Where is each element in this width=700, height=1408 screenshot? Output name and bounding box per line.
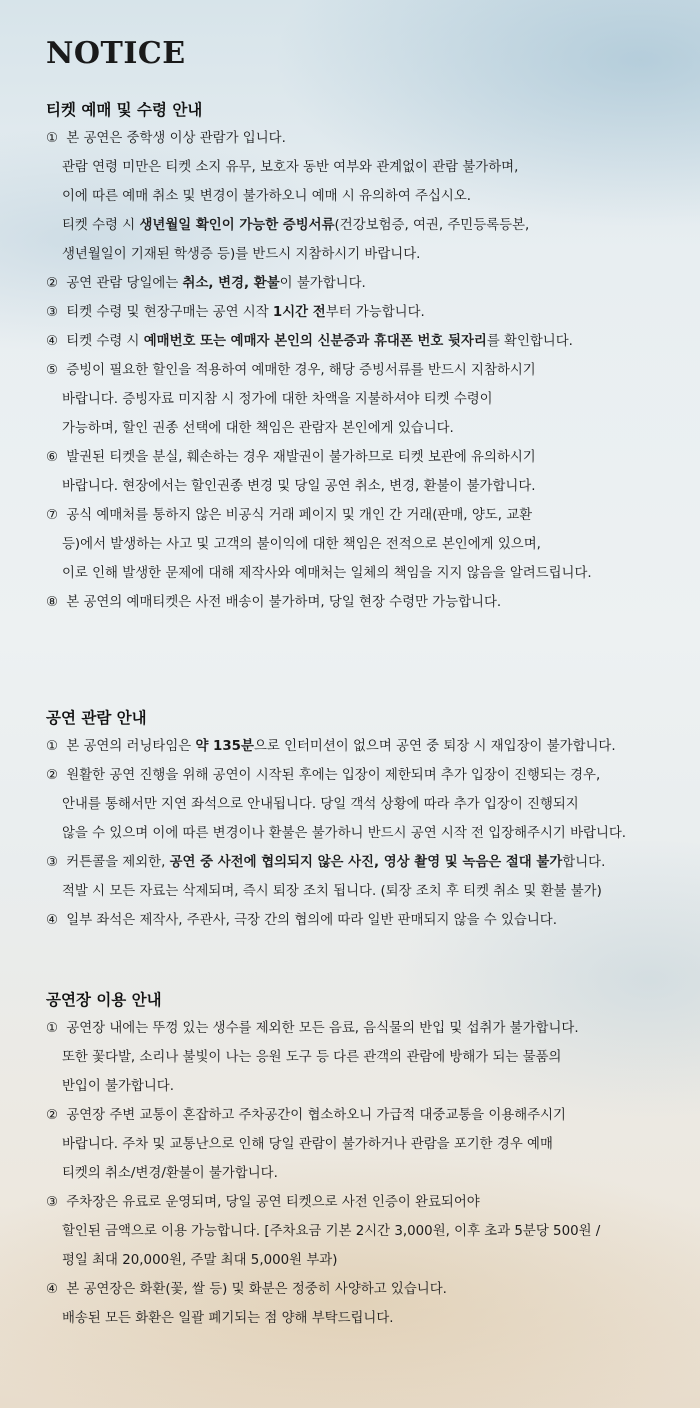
notice-line [46,790,686,819]
notice-item [46,1188,686,1275]
notice-line [46,1014,686,1043]
notice-line [46,732,686,761]
section-venue-usage [46,986,686,1333]
notice-line [46,1275,686,1304]
item-number: ② [46,276,59,291]
notice-text: 생년월일이 기재된 학생증 등)를 반드시 지참하시기 바랍니다. [62,247,421,262]
notice-line [46,761,686,790]
notice-item [46,1101,686,1188]
notice-text: 공연장 주변 교통이 혼잡하고 주차공간이 협소하오니 가급적 대중교통을 이용해주시기 [66,1108,566,1123]
notice-text: 할인된 금액으로 이용 가능합니다. [주차요금 기본 2시간 3,000원, 이후 초과 5분당 500원 / [62,1224,601,1239]
notice-text: 등)에서 발생하는 사고 및 고객의 불이익에 대한 책임은 전적으로 본인에게 있으며, [62,537,541,552]
notice-text: 배송된 모든 화환은 일괄 폐기되는 점 양해 부탁드립니다. [62,1311,394,1326]
notice-text: 부터 가능합니다. [325,305,425,320]
notice-line [46,414,686,443]
item-number: ② [46,768,59,783]
notice-line [46,385,686,414]
notice-item [46,732,686,761]
notice-line [46,124,686,153]
section-performance-viewing [46,704,686,935]
notice-line [46,1101,686,1130]
notice-line [46,240,686,269]
notice-text: 으로 인터미션이 없으며 공연 중 퇴장 시 재입장이 불가합니다. [253,739,616,754]
item-number: ⑤ [46,363,59,378]
notice-item [46,356,686,443]
notice-line [46,356,686,385]
notice-text: 본 공연은 중학생 이상 관람가 입니다. [66,131,286,146]
emphasis-text: 약 135분 [195,739,254,754]
item-number: ⑧ [46,595,59,610]
notice-line [46,1072,686,1101]
notice-line [46,906,686,935]
notice-line [46,211,686,240]
notice-line [46,1304,686,1333]
emphasis-text: 생년월일 확인이 가능한 증빙서류 [139,218,335,233]
notice-line [46,1130,686,1159]
item-number: ⑥ [46,450,59,465]
notice-item [46,588,686,617]
notice-line [46,269,686,298]
notice-line [46,559,686,588]
item-number: ① [46,739,59,754]
notice-item [46,848,686,906]
notice-item [46,269,686,298]
notice-text: 바랍니다. 주차 및 교통난으로 인해 당일 관람이 불가하거나 관람을 포기한 경우 예매 [62,1137,553,1152]
notice-text: 반입이 불가합니다. [62,1079,174,1094]
notice-line [46,1159,686,1188]
notice-text: 공식 예매처를 통하지 않은 비공식 거래 페이지 및 개인 간 거래(판매, 양도, 교환 [66,508,533,523]
item-number: ③ [46,1195,59,1210]
notice-item [46,443,686,501]
emphasis-text: 1시간 전 [272,305,326,320]
notice-item [46,1275,686,1333]
item-number: ④ [46,913,59,928]
notice-line [46,819,686,848]
notice-item [46,327,686,356]
notice-line [46,1188,686,1217]
item-number: ① [46,131,59,146]
notice-text: 티켓 수령 시 [66,334,144,349]
notice-text: 안내를 통해서만 지연 좌석으로 안내됩니다. 당일 객석 상황에 따라 추가 입장이 진행되지 [62,797,579,812]
notice-line [46,530,686,559]
notice-text: 주차장은 유료로 운영되며, 당일 공연 티켓으로 사전 인증이 완료되어야 [66,1195,480,1210]
notice-text: 관람 연령 미만은 티켓 소지 유무, 보호자 동반 여부와 관계없이 관람 불가하며, [62,160,519,175]
notice-line [46,298,686,327]
item-number: ① [46,1021,59,1036]
notice-text: 이로 인해 발생한 문제에 대해 제작사와 예매처는 일체의 책임을 지지 않음을 알려드립니다. [62,566,592,581]
notice-line [46,182,686,211]
notice-text: 공연장 내에는 뚜껑 있는 생수를 제외한 모든 음료, 음식물의 반입 및 섭취가 불가합니다. [66,1021,579,1036]
notice-title: NOTICE [46,36,186,71]
notice-text: 가능하며, 할인 권종 선택에 대한 책임은 관람자 본인에게 있습니다. [62,421,454,436]
notice-item [46,298,686,327]
notice-line [46,472,686,501]
notice-text: 바랍니다. 증빙자료 미지참 시 정가에 대한 차액을 지불하셔야 티켓 수령이 [62,392,493,407]
notice-item [46,761,686,848]
item-number: ⑦ [46,508,59,523]
notice-item [46,501,686,588]
notice-text: 공연 관람 당일에는 [66,276,183,291]
notice-line [46,588,686,617]
notice-line [46,1217,686,1246]
notice-text: 않을 수 있으며 이에 따른 변경이나 환불은 불가하니 반드시 공연 시작 전 입장해주시기 바랍니다. [62,826,627,841]
notice-line [46,153,686,182]
notice-text: 커튼콜을 제외한, [66,855,170,870]
notice-text: 증빙이 필요한 할인을 적용하여 예매한 경우, 해당 증빙서류를 반드시 지참하시기 [66,363,536,378]
notice-line [46,501,686,530]
item-number: ③ [46,855,59,870]
emphasis-text: 예매번호 또는 예매자 본인의 신분증과 휴대폰 번호 뒷자리 [143,334,487,349]
notice-text: 티켓의 취소/변경/환불이 불가합니다. [62,1166,278,1181]
notice-text: 또한 꽃다발, 소리나 불빛이 나는 응원 도구 등 다른 관객의 관람에 방해가 되는 물품의 [62,1050,562,1065]
emphasis-text: 취소, 변경, 환불 [182,276,280,291]
notice-text: (건강보험증, 여권, 주민등록등본, [334,218,530,233]
section-heading: 공연 관람 안내 [46,709,147,727]
notice-item [46,124,686,269]
notice-line [46,848,686,877]
notice-text: 발권된 티켓을 분실, 훼손하는 경우 재발권이 불가하므로 티켓 보관에 유의하시기 [66,450,536,465]
item-number: ② [46,1108,59,1123]
notice-text: 티켓 수령 및 현장구매는 공연 시작 [66,305,273,320]
notice-text: 바랍니다. 현장에서는 할인권종 변경 및 당일 공연 취소, 변경, 환불이 불가합니다. [62,479,536,494]
notice-text: 원활한 공연 진행을 위해 공연이 시작된 후에는 입장이 제한되며 추가 입장이 진행되는 경우, [66,768,601,783]
item-number: ④ [46,334,59,349]
notice-text: 본 공연의 예매티켓은 사전 배송이 불가하며, 당일 현장 수령만 가능합니다. [66,595,502,610]
notice-line [46,877,686,906]
section-heading: 공연장 이용 안내 [46,991,162,1009]
notice-text: 일부 좌석은 제작사, 주관사, 극장 간의 협의에 따라 일반 판매되지 않을 수 있습니다. [66,913,557,928]
notice-line [46,443,686,472]
notice-text: 평일 최대 20,000원, 주말 최대 5,000원 부과) [62,1253,338,1268]
notice-text: 이에 따른 예매 취소 및 변경이 불가하오니 예매 시 유의하여 주십시오. [62,189,472,204]
notice-text: 합니다. [562,855,606,870]
notice-item [46,1014,686,1101]
emphasis-text: 공연 중 사전에 협의되지 않은 사진, 영상 촬영 및 녹음은 절대 불가 [169,855,563,870]
section-ticket-booking [46,96,686,617]
notice-text: 본 공연장은 화환(꽃, 쌀 등) 및 화분은 정중히 사양하고 있습니다. [66,1282,447,1297]
notice-text: 티켓 수령 시 [62,218,140,233]
item-number: ③ [46,305,59,320]
notice-text: 를 확인합니다. [486,334,573,349]
section-heading: 티켓 예매 및 수령 안내 [46,101,203,119]
notice-item [46,906,686,935]
notice-line [46,327,686,356]
notice-line [46,1043,686,1072]
notice-text: 이 불가합니다. [279,276,366,291]
item-number: ④ [46,1282,59,1297]
notice-line [46,1246,686,1275]
notice-text: 적발 시 모든 자료는 삭제되며, 즉시 퇴장 조치 됩니다. (퇴장 조치 후 티켓 취소 및 환불 불가) [62,884,602,899]
notice-text: 본 공연의 러닝타임은 [66,739,196,754]
